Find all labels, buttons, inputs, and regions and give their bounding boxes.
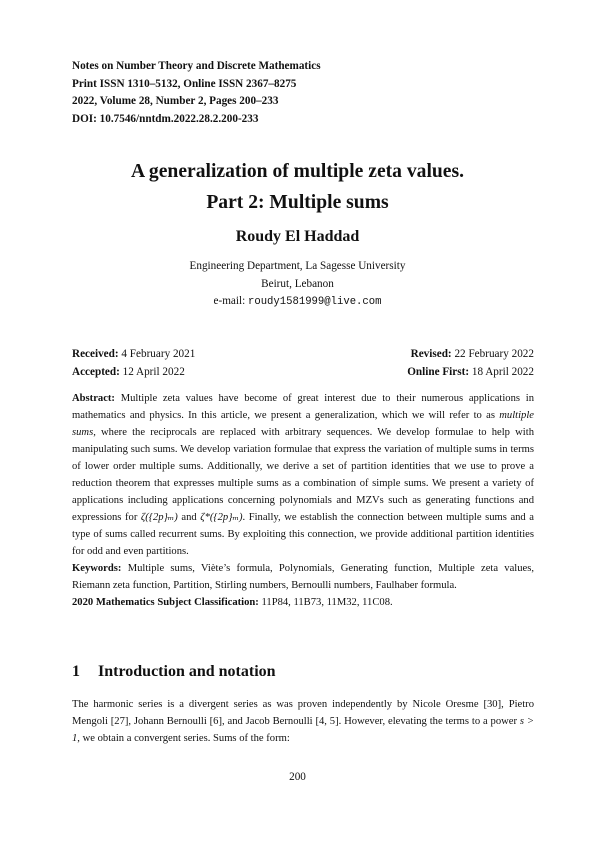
section-number: 1 — [72, 663, 80, 680]
msc-paragraph — [72, 594, 534, 611]
abstract-section — [72, 390, 534, 611]
abstract-text-4: . Finally, we establish the connection between multiple sums and a type of sums called recurrent sums. By exploiting this connection, we provide additional partition identities for odd and even partitions. — [72, 512, 535, 557]
keywords-paragraph — [72, 560, 534, 594]
journal-name: Notes on Number Theory and Discrete Mathematics — [72, 60, 321, 72]
intro-math: s > 1 — [72, 716, 534, 744]
author-email-line — [0, 293, 595, 312]
page-number: 200 — [289, 771, 306, 783]
abstract-math-1: ζ({2p}ₘ) — [140, 512, 178, 523]
journal-volume: 2022, Volume 28, Number 2, Pages 200–233 — [72, 95, 279, 107]
intro-text-2: , we obtain a convergent series. Sums of the form: — [77, 733, 290, 744]
email-link[interactable]: roudy1581999@live.com — [247, 296, 382, 308]
msc-text: 11P84, 11B73, 11M32, 11C08. — [261, 597, 393, 608]
keywords-label: Keywords: — [72, 563, 122, 574]
abstract-math-2: ζ*({2p}ₘ) — [200, 512, 243, 523]
publication-dates — [72, 346, 534, 381]
keywords-text: Multiple sums, Viète’s formula, Polynomials, Generating function, Multiple zeta values, Riemann zeta function, Partition, Stirling numbers, Bernoulli numbers, Faulhaber formula. — [72, 563, 534, 591]
msc-label: 2020 Mathematics Subject Classification: — [72, 597, 259, 608]
online-label: Online First: — [407, 365, 470, 378]
journal-issn: Print ISSN 1310–5132, Online ISSN 2367–8275 — [72, 77, 297, 90]
accepted-label: Accepted: — [72, 365, 120, 378]
author-name: Roudy El Haddad — [235, 228, 360, 245]
title-line-2: Part 2: Multiple sums — [206, 192, 389, 213]
revised-value: 22 February 2022 — [454, 348, 534, 360]
section-heading — [72, 663, 276, 681]
abstract-text-3: and — [177, 512, 201, 523]
abstract-paragraph — [72, 390, 534, 560]
abstract-emphasis: multiple sums — [72, 410, 534, 438]
affiliation-location: Beirut, Lebanon — [261, 277, 334, 290]
email-label: e-mail: — [213, 295, 246, 307]
online-first-date — [407, 364, 534, 382]
section-title-text: Introduction and notation — [98, 663, 276, 680]
intro-section — [72, 696, 534, 747]
journal-doi: DOI: 10.7546/nntdm.2022.28.2.200-233 — [72, 112, 259, 125]
abstract-text-2: , where the reciprocals are replaced with arbitrary sequences. We develop formulae to help with manipulating such sums. We develop variation formulae that express the variation of multiple sums in terms of lower order multiple sums. Additionally, we derive a set of partition identities that we use to prove a reduction theorem that expresses multiple sums as a combination of simple sums. We present a variety of applications including applications concerning polynomials and MZVs such as generating functions and expressions for — [72, 427, 534, 523]
author-affiliation — [0, 258, 595, 312]
journal-header — [72, 58, 522, 128]
received-label: Received: — [72, 348, 119, 360]
accepted-value: 12 April 2022 — [122, 365, 185, 378]
revised-date — [411, 346, 534, 364]
title-line-1: A generalization of multiple zeta values. — [130, 161, 465, 182]
accepted-date — [72, 364, 185, 382]
abstract-label: Abstract: — [72, 393, 115, 404]
intro-paragraph — [72, 696, 534, 747]
received-value: 4 February 2021 — [121, 348, 196, 360]
paper-title — [0, 156, 595, 218]
abstract-text-1: Multiple zeta values have become of great interest due to their numerous applications in mathematics and physics. In this article, we present a generalization, which we will refer to as — [72, 393, 534, 421]
affiliation-department: Engineering Department, La Sagesse University — [189, 260, 406, 272]
online-value: 18 April 2022 — [471, 365, 534, 378]
revised-label: Revised: — [410, 348, 452, 360]
received-date — [72, 346, 195, 364]
intro-text-1: The harmonic series is a divergent series as was proven independently by Nicole Oresme [30], Pietro Mengoli [27], Johann Bernoulli [6], and Jacob Bernoulli [4, 5]. However, elevating the terms to a power — [72, 699, 534, 727]
